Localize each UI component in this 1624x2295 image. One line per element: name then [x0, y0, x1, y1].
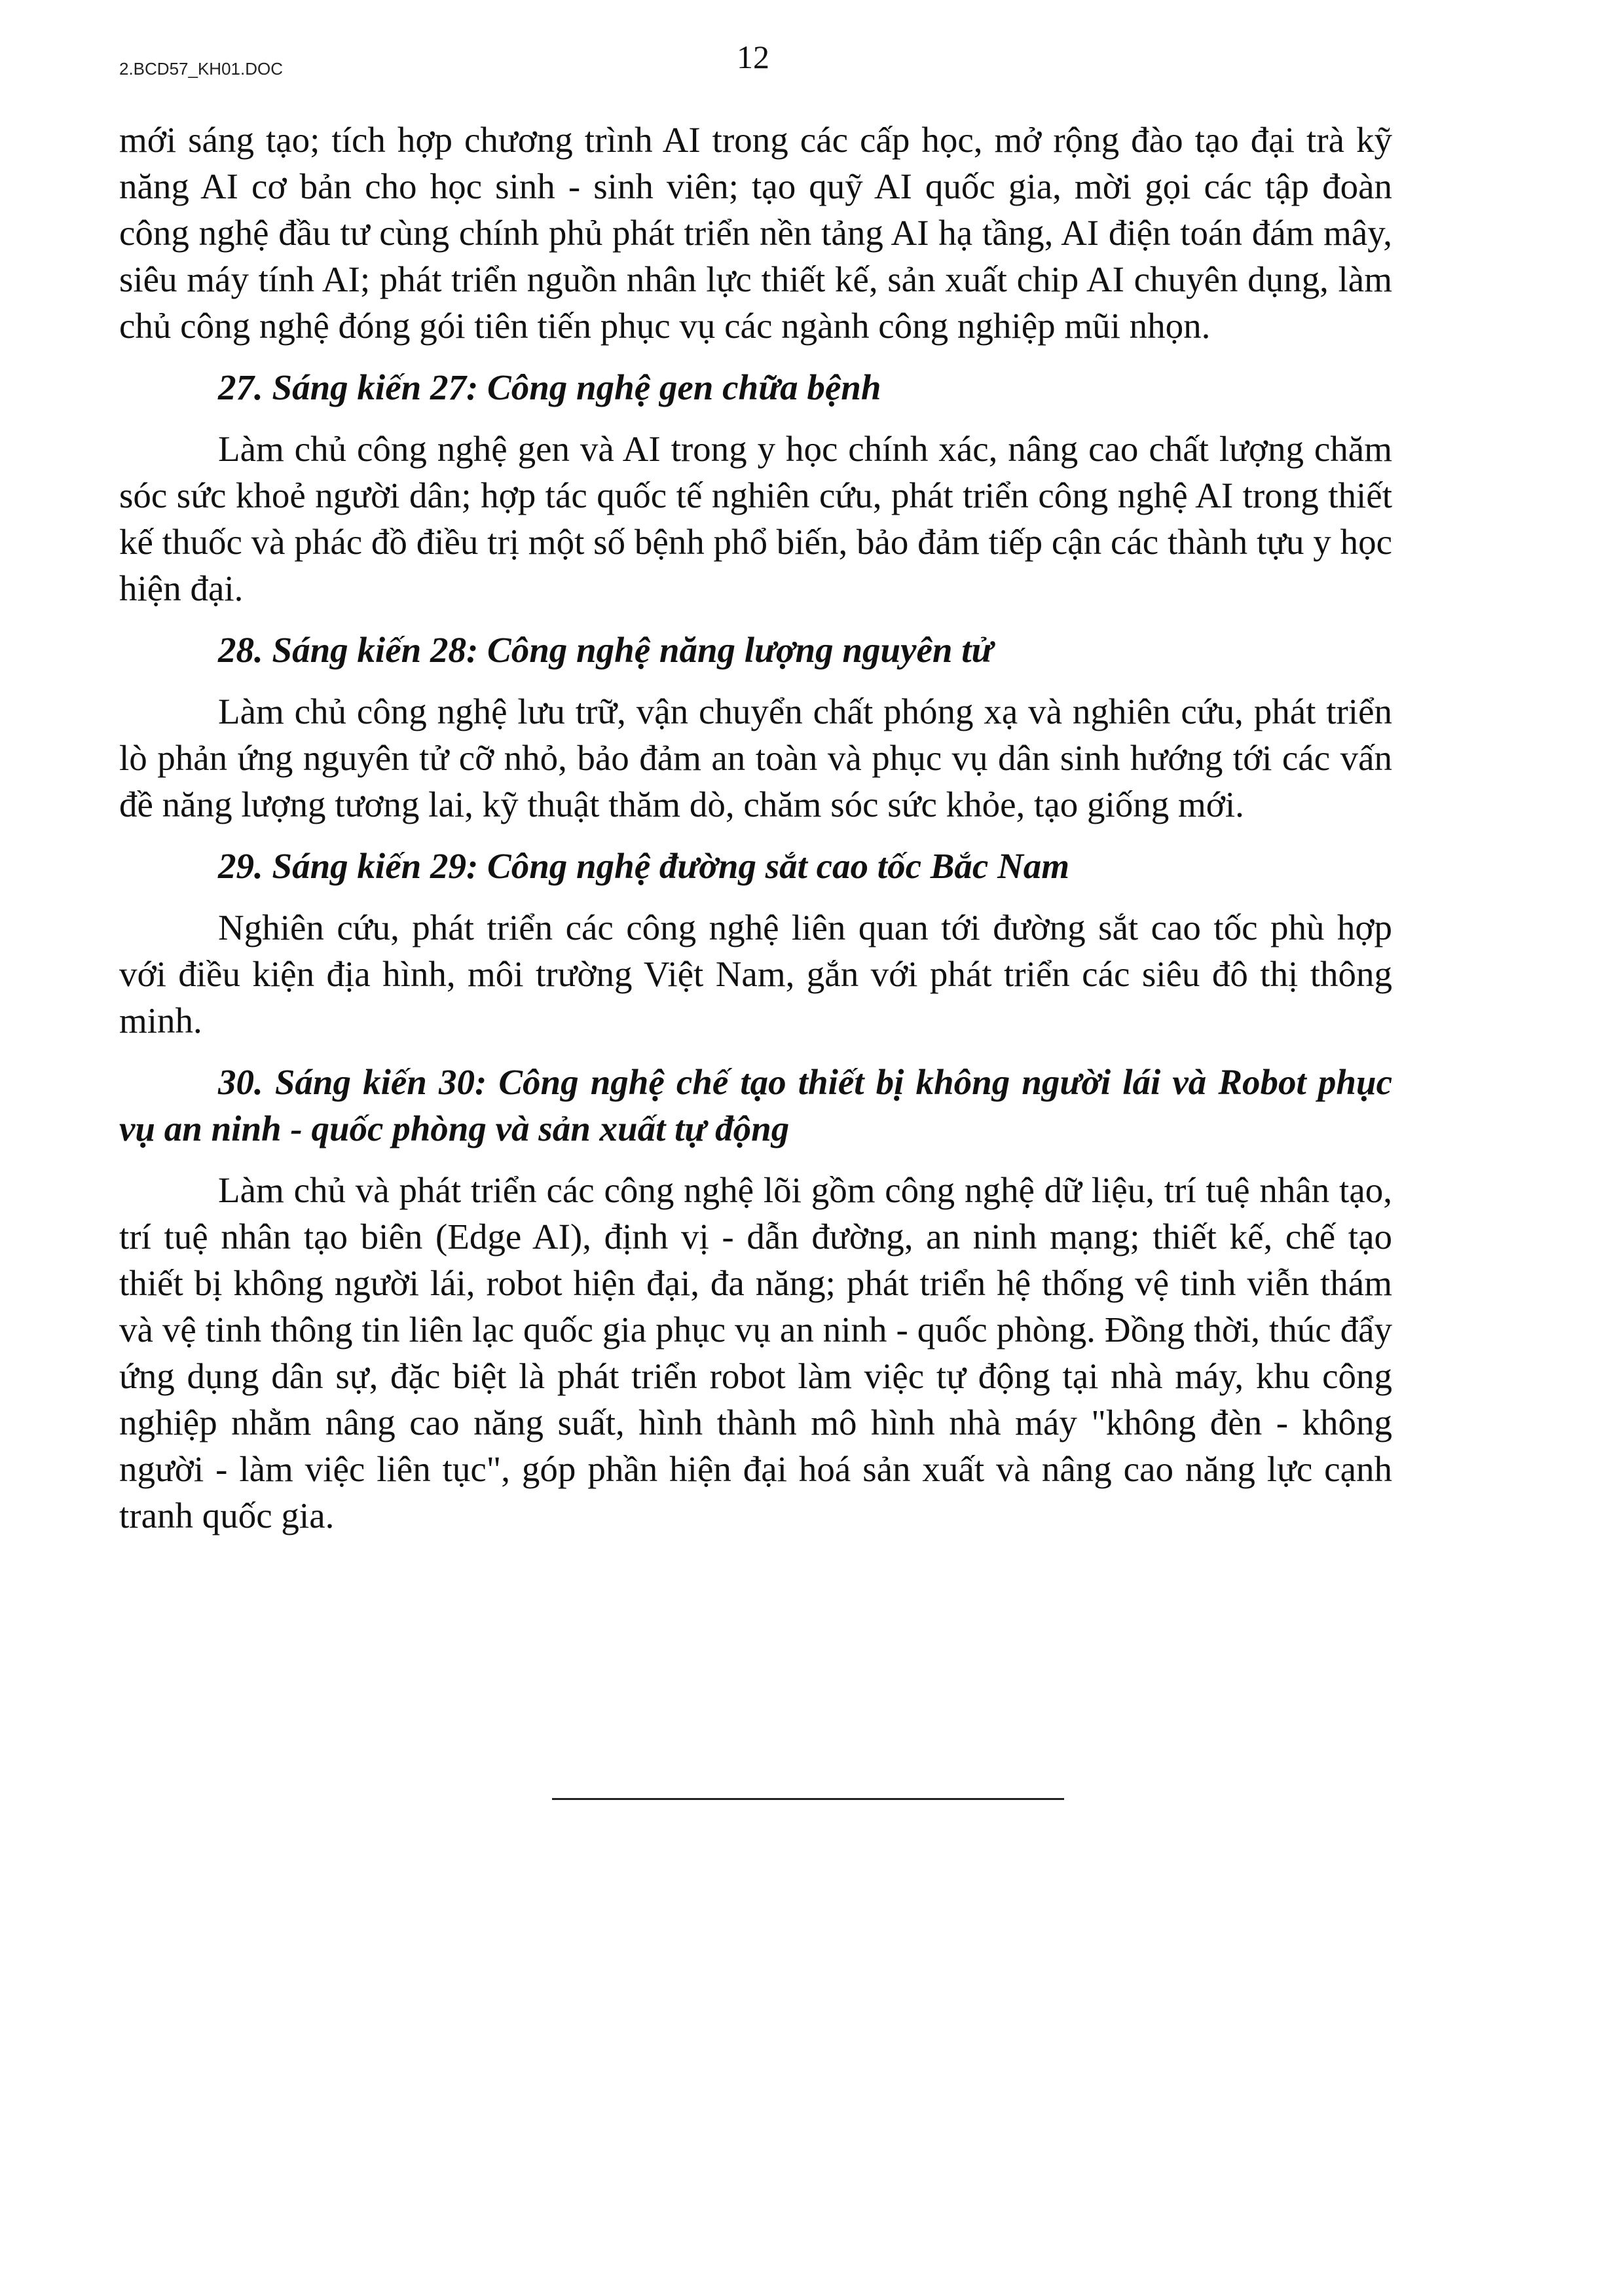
section-paragraph-27: Làm chủ công nghệ gen và AI trong y học chính xác, nâng cao chất lượng chăm sóc sức khoẻ người dân; hợp tác quốc tế nghiên cứu, phát triển công nghệ AI trong thiết kế thuốc và phác đồ điều trị một số bệnh phổ biến, bảo đảm tiếp cận các thành tựu y học hiện đại.	[119, 429, 1392, 608]
section-heading-29: 29. Sáng kiến 29: Công nghệ đường sắt cao tốc Bắc Nam	[218, 846, 1070, 886]
section-paragraph-28: Làm chủ công nghệ lưu trữ, vận chuyển chất phóng xạ và nghiên cứu, phát triển lò phản ứng nguyên tử cỡ nhỏ, bảo đảm an toàn và phục vụ dân sinh hướng tới các vấn đề năng lượng tương lai, kỹ thuật thăm dò, chăm sóc sức khỏe, tạo giống mới.	[119, 691, 1392, 824]
document-code: 2.BCD57_KH01.DOC	[119, 59, 283, 79]
end-divider	[552, 1798, 1064, 1800]
page-number: 12	[737, 39, 769, 75]
document-body	[119, 117, 1392, 1539]
section-heading-30: 30. Sáng kiến 30: Công nghệ chế tạo thiết bị không người lái và Robot phục vụ an ninh - quốc phòng và sản xuất tự động	[119, 1062, 1392, 1148]
section-paragraph-29: Nghiên cứu, phát triển các công nghệ liên quan tới đường sắt cao tốc phù hợp với điều kiện địa hình, môi trường Việt Nam, gắn với phát triển các siêu đô thị thông minh.	[119, 908, 1392, 1040]
section-heading-27: 27. Sáng kiến 27: Công nghệ gen chữa bệnh	[218, 367, 881, 407]
intro-paragraph: mới sáng tạo; tích hợp chương trình AI trong các cấp học, mở rộng đào tạo đại trà kỹ năng AI cơ bản cho học sinh - sinh viên; tạo quỹ AI quốc gia, mời gọi các tập đoàn công nghệ đầu tư cùng chính phủ phát triển nền tảng AI hạ tầng, AI điện toán đám mây, siêu máy tính AI; phát triển nguồn nhân lực thiết kế, sản xuất chip AI chuyên dụng, làm chủ công nghệ đóng gói tiên tiến phục vụ các ngành công nghiệp mũi nhọn.	[119, 120, 1392, 346]
section-heading-28: 28. Sáng kiến 28: Công nghệ năng lượng nguyên tử	[218, 630, 993, 670]
section-paragraph-30: Làm chủ và phát triển các công nghệ lõi gồm công nghệ dữ liệu, trí tuệ nhân tạo, trí tuệ nhân tạo biên (Edge AI), định vị - dẫn đường, an ninh mạng; thiết kế, chế tạo thiết bị không người lái, robot hiện đại, đa năng; phát triển hệ thống vệ tinh viễn thám và vệ tinh thông tin liên lạc quốc gia phục vụ an ninh - quốc phòng. Đồng thời, thúc đẩy ứng dụng dân sự, đặc biệt là phát triển robot làm việc tự động tại nhà máy, khu công nghiệp nhằm nâng cao năng suất, hình thành mô hình nhà máy "không đèn - không người - làm việc liên tục", góp phần hiện đại hoá sản xuất và nâng cao năng lực cạnh tranh quốc gia.	[119, 1170, 1392, 1535]
